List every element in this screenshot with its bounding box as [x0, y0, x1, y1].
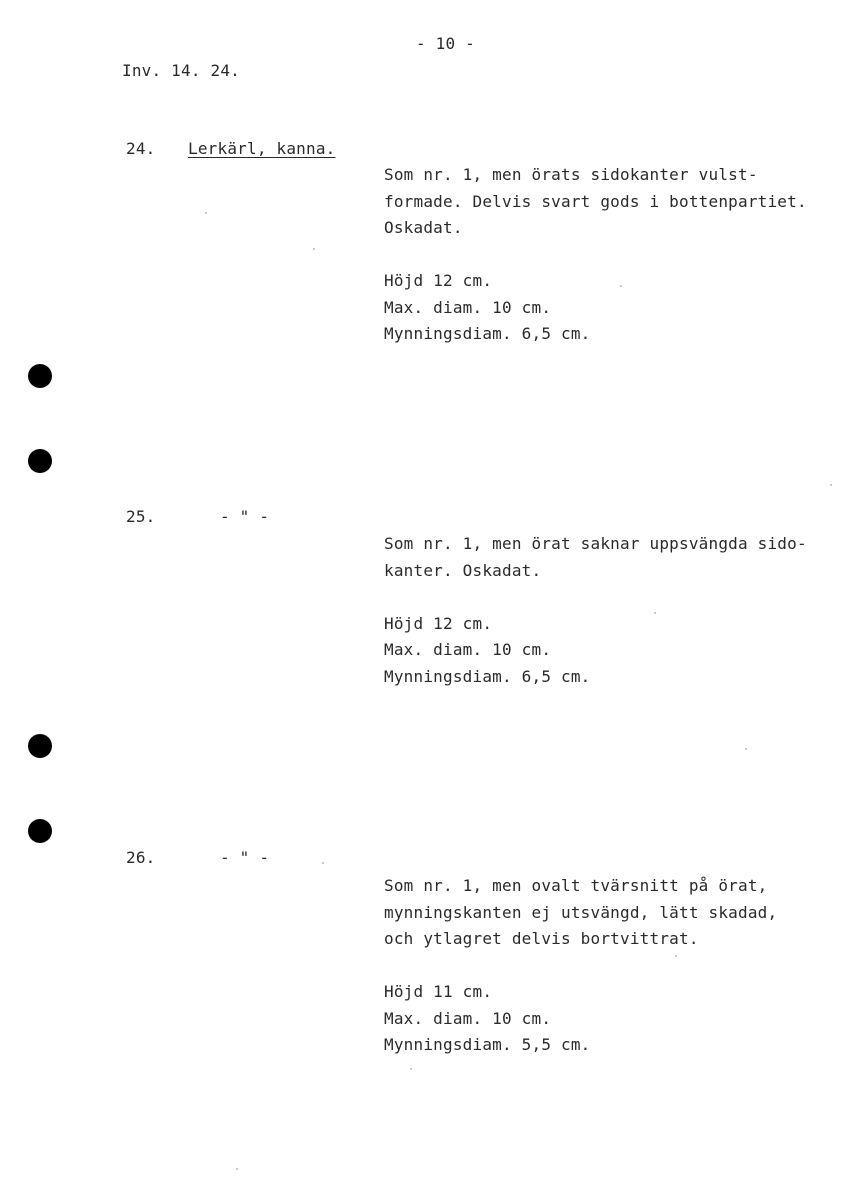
- scan-speck: [675, 955, 677, 957]
- description-line: kanter. Oskadat.: [384, 560, 542, 580]
- scan-speck: [322, 862, 324, 864]
- entry-number: 25.: [126, 507, 156, 526]
- description-line: formade. Delvis svart gods i bottenpartiet.: [384, 191, 807, 211]
- mouth-diameter-measurement: Mynningsdiam. 6,5 cm.: [384, 666, 591, 686]
- description-line: Som nr. 1, men örat saknar uppsvängda sido-: [384, 534, 807, 553]
- scan-speck: [830, 484, 832, 486]
- scan-speck: [654, 612, 656, 614]
- height-measurement: Höjd 11 cm.: [384, 982, 493, 1001]
- scan-speck: [205, 212, 207, 214]
- scan-speck: [410, 1068, 412, 1070]
- height-measurement: Höjd 12 cm.: [384, 271, 493, 290]
- description-line: och ytlagret delvis bortvittrat.: [384, 929, 699, 948]
- height-measurement: Höjd 12 cm.: [384, 613, 493, 633]
- entry-number: 24.: [126, 139, 156, 158]
- punch-hole: [28, 449, 52, 473]
- max-diameter-measurement: Max. diam. 10 cm.: [384, 1008, 552, 1028]
- description-line: Oskadat.: [384, 218, 463, 237]
- punch-hole: [28, 819, 52, 843]
- entry-title: - " -: [220, 507, 270, 526]
- entry-description: [384, 531, 807, 690]
- scan-speck: [745, 748, 747, 750]
- entry-description: [384, 162, 807, 348]
- inventory-number: Inv. 14. 24.: [122, 61, 240, 80]
- page-number: - 10 -: [416, 34, 475, 53]
- max-diameter-measurement: Max. diam. 10 cm.: [384, 297, 552, 317]
- scan-speck: [620, 285, 622, 287]
- description-line: mynningskanten ej utsvängd, lätt skadad,: [384, 902, 778, 922]
- entry-title: Lerkärl, kanna.: [188, 139, 336, 158]
- mouth-diameter-measurement: Mynningsdiam. 6,5 cm.: [384, 324, 591, 343]
- punch-hole: [28, 364, 52, 388]
- punch-hole: [28, 734, 52, 758]
- scan-speck: [313, 248, 315, 250]
- max-diameter-measurement: Max. diam. 10 cm.: [384, 640, 552, 659]
- entry-title: - " -: [220, 848, 270, 867]
- description-line: Som nr. 1, men ovalt tvärsnitt på örat,: [384, 876, 768, 895]
- entry-number: 26.: [126, 848, 156, 867]
- entry-description: [384, 873, 777, 1059]
- scan-speck: [236, 1168, 238, 1170]
- description-line: Som nr. 1, men örats sidokanter vulst-: [384, 165, 758, 184]
- mouth-diameter-measurement: Mynningsdiam. 5,5 cm.: [384, 1035, 591, 1054]
